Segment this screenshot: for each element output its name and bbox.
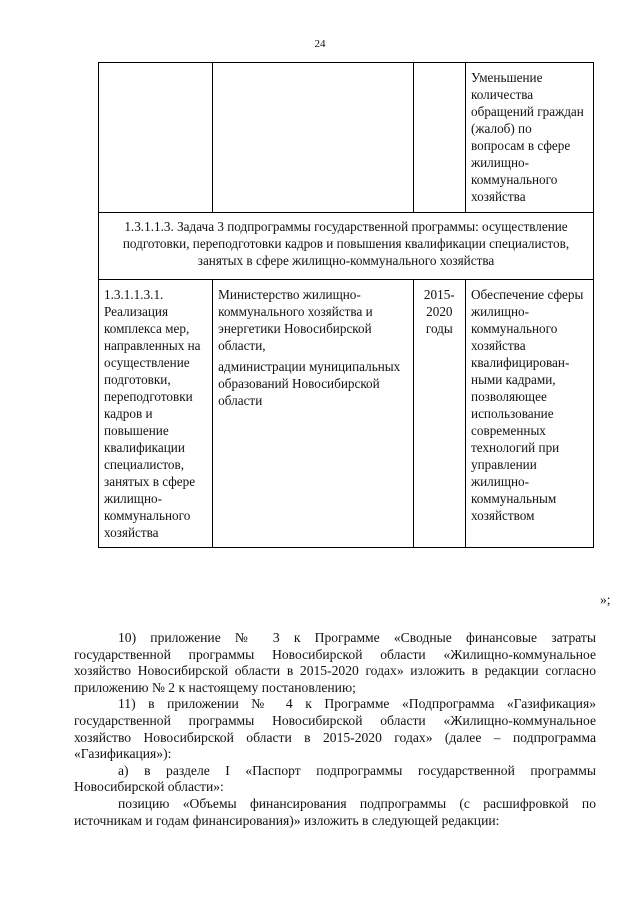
paragraph-position: позицию «Объемы финансирования подпрограммы (с расшифровкой по источникам и годам финансирования)» изложить в следующей редакции: xyxy=(74,795,596,828)
task-heading: 1.3.1.1.3. Задача 3 подпрограммы государственной программы: осуществление подготовки, переподготовки кадров и повышения квалификации специалистов, занятых в сфере жилищно-коммунального хозяйства xyxy=(99,213,594,280)
table-cell-empty xyxy=(213,63,413,213)
table-row xyxy=(99,280,594,548)
table-cell-result: Уменьшение количества обращений граждан (жалоб) по вопросам в сфере жилищно-коммунального хозяйства xyxy=(466,63,594,213)
measure-cell: 1.3.1.1.3.1. Реализация комплекса мер, направленных на осуществление подготовки, переподготовки кадров и повышение квалификации специалистов, занятых в сфере жилищно-коммунального хозяйства xyxy=(99,280,213,548)
table-cell-empty xyxy=(413,63,465,213)
table-row-task xyxy=(99,213,594,280)
executor-cell xyxy=(213,280,413,548)
table-cell-empty xyxy=(99,63,213,213)
closing-quote: »; xyxy=(600,592,611,607)
executor-ministry: Министерство жилищно-коммунального хозяйства и энергетики Новосибирской области, xyxy=(218,287,373,353)
period-cell: 2015-2020 годы xyxy=(413,280,465,548)
page-number: 24 xyxy=(314,38,326,50)
paragraph-10: 10) приложение № 3 к Программе «Сводные финансовые затраты государственной программы Новосибирской области «Жилищно-коммунальное хозяйство Новосибирской области в 2015-2020 годах» изложить в редакции согласно приложению № 2 к настоящему постановлению; xyxy=(74,630,596,695)
body-text xyxy=(74,630,596,829)
program-table xyxy=(98,62,594,548)
table-row xyxy=(99,63,594,213)
result-cell: Обеспечение сферы жилищно-коммунального хозяйства квалифицирован-ными кадрами, позволяющее использование современных технологий при управлении жилищно-коммунальным хозяйством xyxy=(466,280,594,548)
paragraph-11: 11) в приложении № 4 к Программе «Подпрограмма «Газификация» государственной программы Новосибирской области «Жилищно-коммунальное хозяйство Новосибирской области в 2015-2020 годах» (далее – подпрограмма «Газификация»): xyxy=(74,696,596,762)
paragraph-a: а) в разделе I «Паспорт подпрограммы государственной программы Новосибирской области»: xyxy=(74,762,596,795)
executor-municipal: администрации муниципальных образований Новосибирской области xyxy=(218,359,401,408)
